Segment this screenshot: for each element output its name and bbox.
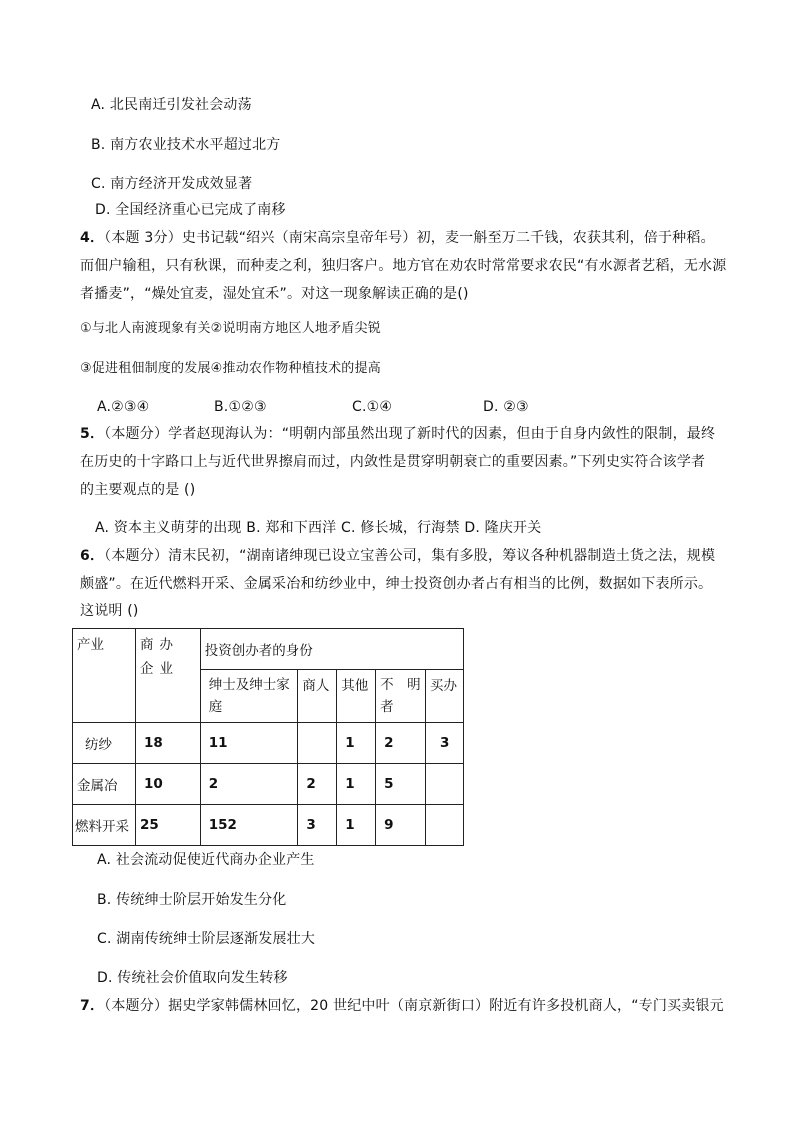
q3-option-c: C. 南方经济开发成效显著 <box>91 176 253 192</box>
header-unknown: 不 明者 <box>376 670 426 723</box>
header-other: 其他 <box>337 670 376 723</box>
q6-option-c: C. 湖南传统绅士阶层逐渐发展壮大 <box>97 931 316 947</box>
q6-score-tag: （本题分） <box>104 548 169 564</box>
row-count: 18 <box>135 723 200 764</box>
q4-option-b: B.①②③ <box>214 399 267 415</box>
q6-option-b: B. 传统绅士阶层开始发生分化 <box>97 892 287 908</box>
row-count: 25 <box>135 805 200 846</box>
q4-stem-line3: 者播麦”，“燥处宜麦，湿处宜禾”。对这一现象解读正确的是() <box>80 286 469 302</box>
row-comprador <box>426 764 464 805</box>
row-count: 10 <box>135 764 200 805</box>
header-comprador: 买办 <box>426 670 464 723</box>
row-comprador <box>426 805 464 846</box>
header-gentry: 绅士及绅士家庭 <box>200 670 298 723</box>
row-industry: 纺纱 <box>73 723 136 764</box>
q5-stem-line1 <box>80 424 715 444</box>
q4-score-tag: （本题 3分） <box>104 230 182 246</box>
table-row <box>73 764 464 805</box>
row-unknown: 5 <box>376 764 426 805</box>
header-investor-identity: 投资创办者的身份 <box>200 629 463 670</box>
q5-options: A. 资本主义萌芽的出现 B. 郑和下西洋 C. 修长城，行海禁 D. 隆庆开关 <box>95 520 542 536</box>
q7-number: 7． <box>80 998 105 1014</box>
q5-text-1: 学者赵现海认为：“明朝内部虽然出现了新时代的因素，但由于自身内敛性的限制，最终 <box>168 426 716 442</box>
q4-option-c: C.①④ <box>352 399 393 415</box>
row-other: 1 <box>337 723 376 764</box>
row-industry: 金属冶 <box>73 764 136 805</box>
q5-number: 5． <box>80 426 105 442</box>
row-gentry: 152 <box>200 805 298 846</box>
q7-text-1: 据史学家韩儒林回忆，20 世纪中叶（南京新街口）附近有许多投机商人，“专门买卖银元 <box>168 998 724 1014</box>
q5-stem-line3: 的主要观点的是 () <box>80 482 196 498</box>
q6-data-table <box>72 628 464 846</box>
row-gentry: 11 <box>200 723 298 764</box>
q5-score-tag: （本题分） <box>104 426 169 442</box>
row-unknown: 2 <box>376 723 426 764</box>
q4-stem-line1 <box>80 228 715 248</box>
q5-stem-line2: 在历史的十字路口上与近代世界擦肩而过，内敛性是贯穿明朝衰亡的重要因素。”下列史实符合该学者 <box>80 454 706 470</box>
row-comprador: 3 <box>426 723 464 764</box>
q7-stem-line1 <box>80 996 724 1016</box>
row-merchant: 3 <box>298 805 337 846</box>
header-merchant: 商人 <box>298 670 337 723</box>
q4-stem-line2: 而佃户输租，只有秋课，而种麦之利，独归客户。地方官在劝农时常常要求农民“有水源者艺稻，无水源 <box>80 258 727 274</box>
header-enterprise-count: 商办企业 <box>135 629 200 723</box>
q6-option-d: D. 传统社会价值取向发生转移 <box>97 970 288 986</box>
q6-stem-line2: 颇盛”。在近代燃料开采、金属采冶和纺纱业中，绅士投资创办者占有相当的比例，数据如下表所示。 <box>80 576 713 592</box>
table-row <box>73 805 464 846</box>
q6-option-a: A. 社会流动促使近代商办企业产生 <box>97 852 315 868</box>
q4-number: 4． <box>80 230 105 246</box>
q4-statements-1: ①与北人南渡现象有关②说明南方地区人地矛盾尖锐 <box>80 321 381 336</box>
row-gentry: 2 <box>200 764 298 805</box>
header-industry: 产业 <box>73 629 136 723</box>
q4-text-1: 史书记载“绍兴（南宋高宗皇帝年号）初，麦一斛至万二千钱，农获其利，倍于种稻。 <box>181 230 715 246</box>
row-merchant: 2 <box>298 764 337 805</box>
row-merchant <box>298 723 337 764</box>
q6-text-1: 清末民初，“湖南诸绅现已设立宝善公司，集有多股，筹议各种机器制造土货之法，规模 <box>168 548 716 564</box>
row-other: 1 <box>337 764 376 805</box>
q7-score-tag: （本题分） <box>104 998 169 1014</box>
q6-stem-line3: 这说明 () <box>80 603 139 619</box>
row-industry: 燃料开采 <box>73 805 136 846</box>
q4-option-d: D. ②③ <box>483 399 529 415</box>
q4-option-a: A.②③④ <box>97 399 150 415</box>
q4-statements-2: ③促进租佃制度的发展④推动农作物种植技术的提高 <box>80 361 381 376</box>
q3-option-b: B. 南方农业技术水平超过北方 <box>91 137 281 153</box>
table-row <box>73 723 464 764</box>
row-unknown: 9 <box>376 805 426 846</box>
row-other: 1 <box>337 805 376 846</box>
q6-stem-line1 <box>80 546 715 566</box>
q6-number: 6． <box>80 548 105 564</box>
q3-option-a: A. 北民南迁引发社会动荡 <box>91 97 252 113</box>
q3-option-d: D. 全国经济重心已完成了南移 <box>95 202 286 218</box>
